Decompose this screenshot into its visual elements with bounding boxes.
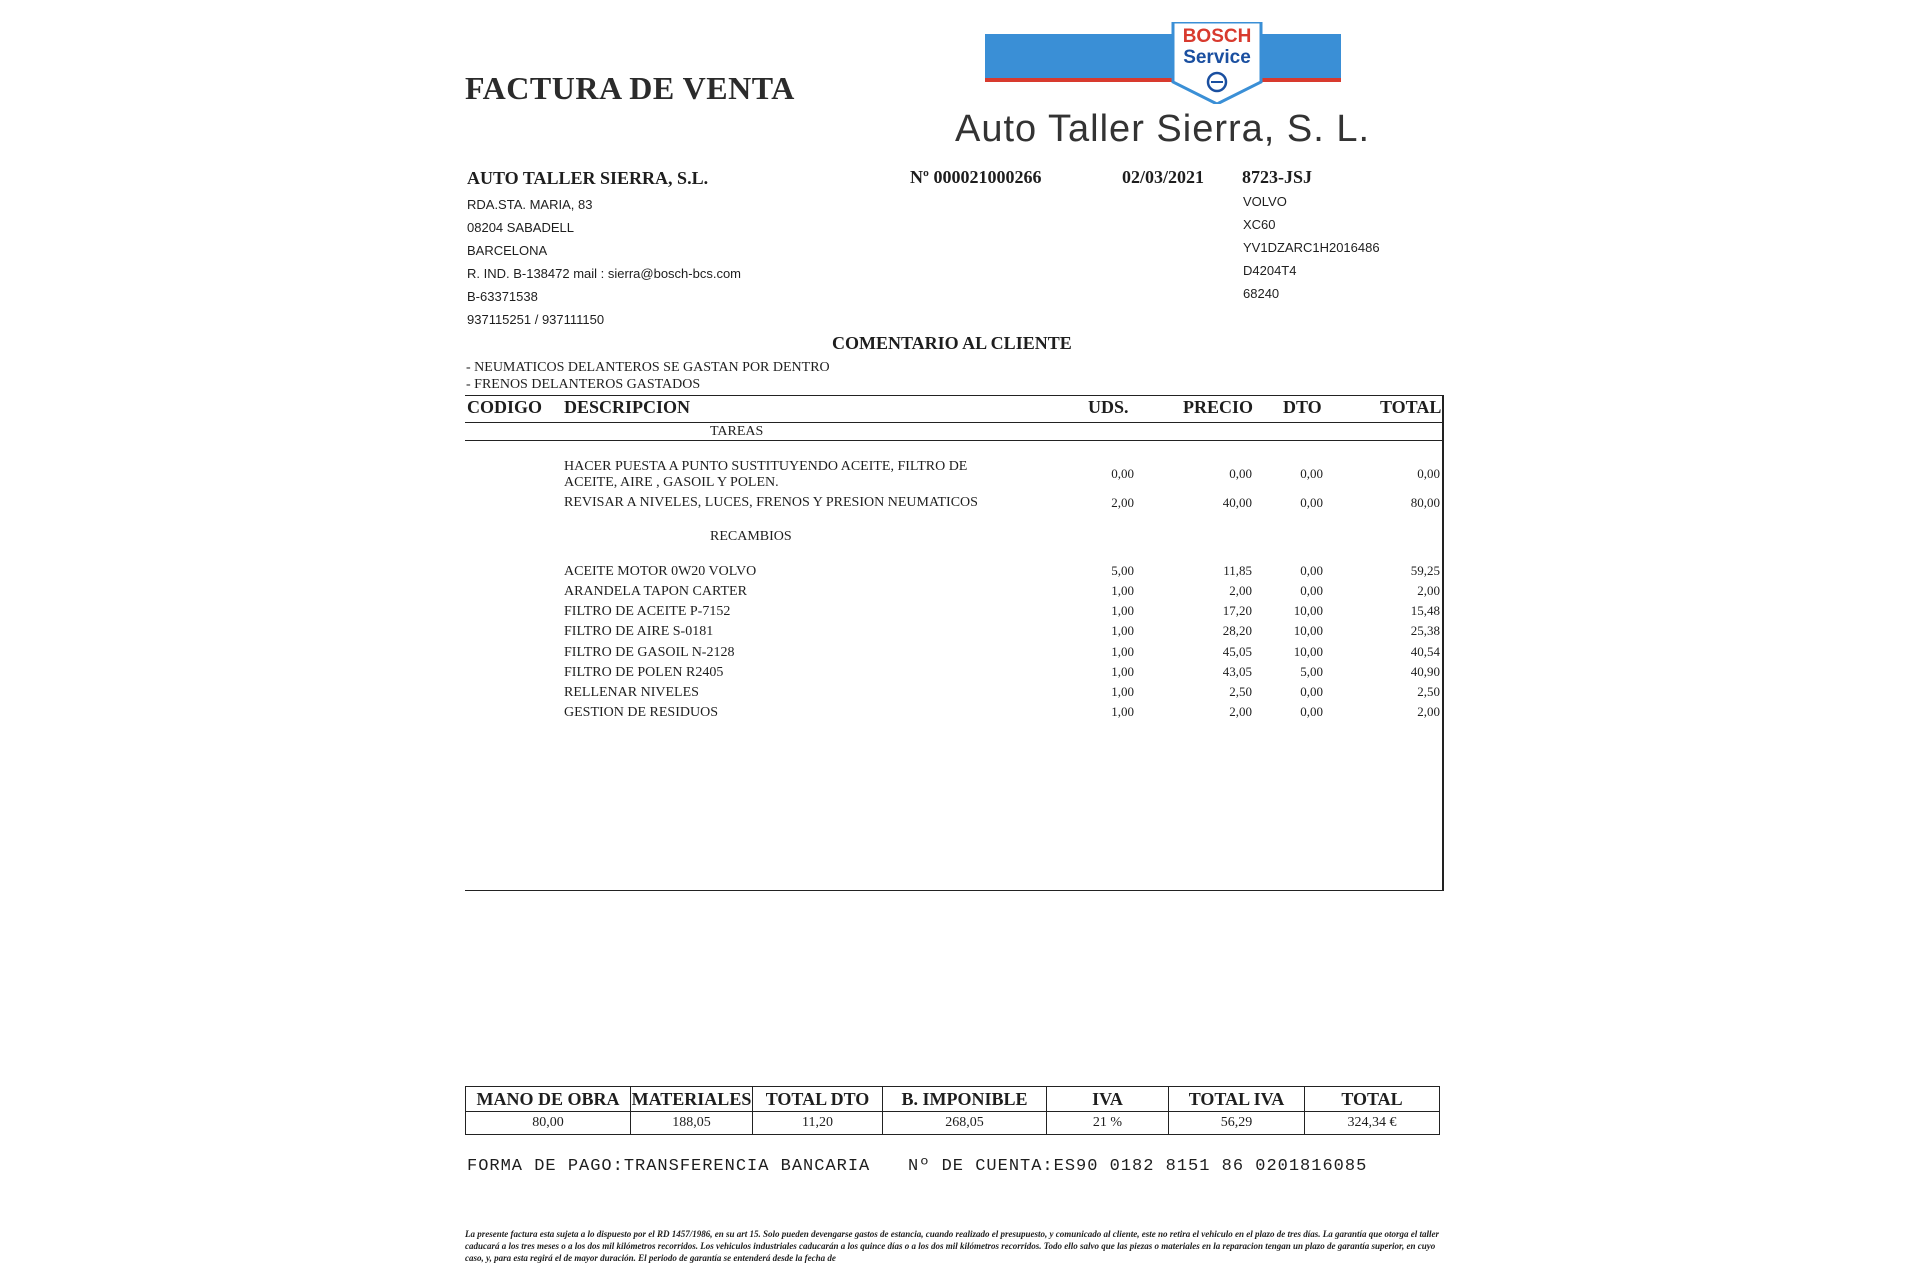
logo-blue-band [985, 34, 1341, 78]
bosch-service-logo [985, 22, 1341, 104]
company-address-line: 08204 SABADELL [467, 220, 574, 235]
table-cell-total: 0,00 [1417, 466, 1440, 481]
totals-header-total: TOTAL [1305, 1087, 1440, 1112]
vehicle-plate: 8723-JSJ [1242, 167, 1313, 187]
totals-value-total: 324,34 € [1305, 1112, 1440, 1135]
table-row-description: HACER PUESTA A PUNTO SUSTITUYENDO ACEITE, FILTRO DE [564, 459, 968, 474]
table-cell-uds: 1,00 [1111, 664, 1134, 679]
table-cell-precio: 17,20 [1222, 603, 1252, 618]
vehicle-vin: YV1DZARC1H2016486 [1243, 240, 1380, 255]
comment-line: - FRENOS DELANTEROS GASTADOS [466, 377, 701, 392]
totals-value-total-iva: 56,29 [1169, 1112, 1305, 1135]
table-header-rule [465, 422, 1443, 423]
logo-bosch-text: BOSCH [1182, 26, 1252, 47]
table-cell-precio: 40,00 [1222, 495, 1252, 510]
table-cell-precio: 2,00 [1229, 583, 1252, 598]
totals-value-iva: 21 % [1047, 1112, 1169, 1135]
table-cell-uds: 1,00 [1111, 704, 1134, 719]
table-row-description: FILTRO DE GASOIL N-2128 [564, 645, 735, 660]
table-cell-uds: 0,00 [1111, 466, 1134, 481]
payment-method: FORMA DE PAGO:TRANSFERENCIA BANCARIA [467, 1157, 871, 1176]
table-cell-dto: 0,00 [1300, 466, 1323, 481]
company-contact-line: R. IND. B-138472 mail : sierra@bosch-bcs.com [467, 266, 742, 281]
table-cell-uds: 1,00 [1111, 603, 1134, 618]
totals-value-mano-de-obra: 80,00 [466, 1112, 631, 1135]
company-tax-id: B-63371538 [467, 289, 538, 304]
vehicle-engine-code: D4204T4 [1243, 263, 1297, 278]
table-cell-dto: 0,00 [1300, 583, 1323, 598]
table-cell-precio: 28,20 [1222, 623, 1252, 638]
table-cell-total: 15,48 [1410, 603, 1440, 618]
totals-header-total-iva: TOTAL IVA [1169, 1087, 1305, 1112]
table-cell-total: 25,38 [1410, 623, 1440, 638]
totals-header-total-dto: TOTAL DTO [753, 1087, 883, 1112]
invoice-number: Nº 000021000266 [910, 167, 1042, 187]
table-row-description: ACEITE MOTOR 0W20 VOLVO [564, 564, 757, 579]
table-cell-uds: 2,00 [1111, 495, 1134, 510]
table-cell-dto: 10,00 [1293, 623, 1323, 638]
workshop-brand-name: Auto Taller Sierra, S. L. [955, 108, 1371, 150]
table-row-description: ACEITE, AIRE , GASOIL Y POLEN. [564, 475, 779, 490]
vehicle-make: VOLVO [1243, 194, 1287, 209]
table-cell-uds: 1,00 [1111, 644, 1134, 659]
table-row-description: FILTRO DE ACEITE P-7152 [564, 604, 731, 619]
company-phones: 937115251 / 937111150 [467, 312, 605, 327]
table-row-description: RELLENAR NIVELES [564, 685, 699, 700]
table-cell-precio: 11,85 [1223, 563, 1252, 578]
table-cell-precio: 2,50 [1229, 684, 1252, 699]
table-cell-dto: 0,00 [1300, 704, 1323, 719]
company-name: AUTO TALLER SIERRA, S.L. [467, 168, 709, 188]
table-cell-precio: 43,05 [1222, 664, 1252, 679]
table-row-description: ARANDELA TAPON CARTER [564, 584, 747, 599]
table-cell-uds: 5,00 [1111, 563, 1134, 578]
table-cell-total: 2,50 [1417, 684, 1440, 699]
totals-value-materiales: 188,05 [631, 1112, 753, 1135]
totals-header-mano-de-obra: MANO DE OBRA [466, 1087, 631, 1112]
table-row-description: REVISAR A NIVELES, LUCES, FRENOS Y PRESION NEUMATICOS [564, 495, 978, 510]
table-row-description: FILTRO DE AIRE S-0181 [564, 624, 714, 639]
company-address-line: BARCELONA [467, 243, 548, 258]
legal-notice: La presente factura esta sujeta a lo dispuesto por el RD 1457/1986, en su art 15. Solo pueden devengarse gastos de estancia, cuando realizado el presupuesto, y comunicado al cliente, este no retira el vehiculo en el plazo de tres días. La garantía que otorga el taller caducará a los tres meses o a los dos mil kilómetros recorridos. Los vehiculos industriales caducarán a los quince días o a los dos mil kilómetros recorridos. Todo ello salvo que las piezas o materiales en la reparacion tengan un plazo de garantía superior, en cuyo caso, y, para esta regirá el de mayor duración. El periodo de garantía se entenderá desde la fecha de [465, 1229, 1439, 1263]
bank-account: Nº DE CUENTA:ES90 0182 8151 86 0201816085 [908, 1157, 1368, 1176]
totals-value-base-imponible: 268,05 [883, 1112, 1047, 1135]
table-cell-uds: 1,00 [1111, 684, 1134, 699]
logo-service-text: Service [1183, 47, 1251, 68]
table-cell-dto: 0,00 [1300, 495, 1323, 510]
col-header-total: TOTAL [1380, 397, 1442, 417]
table-cell-uds: 1,00 [1111, 623, 1134, 638]
table-cell-dto: 5,00 [1300, 664, 1323, 679]
table-cell-total: 2,00 [1417, 704, 1440, 719]
col-header-precio: PRECIO [1183, 397, 1254, 417]
table-cell-dto: 10,00 [1293, 644, 1323, 659]
vehicle-mileage: 68240 [1243, 286, 1280, 301]
table-row-description: GESTION DE RESIDUOS [564, 705, 718, 720]
company-address-line: RDA.STA. MARIA, 83 [467, 197, 593, 212]
document-title: FACTURA DE VENTA [465, 70, 795, 106]
table-cell-total: 2,00 [1417, 583, 1440, 598]
totals-header-iva: IVA [1047, 1087, 1169, 1112]
table-cell-precio: 2,00 [1229, 704, 1252, 719]
col-header-codigo: CODIGO [467, 397, 543, 417]
table-cell-total: 59,25 [1410, 563, 1440, 578]
table-cell-dto: 0,00 [1300, 563, 1323, 578]
table-cell-dto: 0,00 [1300, 684, 1323, 699]
comment-title: COMENTARIO AL CLIENTE [832, 333, 1072, 353]
table-cell-uds: 1,00 [1111, 583, 1134, 598]
table-cell-dto: 10,00 [1293, 603, 1323, 618]
totals-header-materiales: MATERIALES [631, 1087, 753, 1112]
table-section-rule [465, 440, 1443, 441]
section-label-recambios: RECAMBIOS [710, 529, 792, 544]
col-header-uds: UDS. [1088, 397, 1129, 417]
table-cell-total: 80,00 [1410, 495, 1440, 510]
table-cell-total: 40,54 [1410, 644, 1440, 659]
totals-header-base-imponible: B. IMPONIBLE [883, 1087, 1047, 1112]
section-label-tareas: TAREAS [710, 424, 764, 439]
table-row-description: FILTRO DE POLEN R2405 [564, 665, 724, 680]
table-cell-precio: 45,05 [1222, 644, 1252, 659]
vehicle-model: XC60 [1243, 217, 1276, 232]
comment-line: - NEUMATICOS DELANTEROS SE GASTAN POR DENTRO [466, 360, 830, 375]
col-header-descripcion: DESCRIPCION [564, 397, 691, 417]
col-header-dto: DTO [1283, 397, 1322, 417]
table-cell-total: 40,90 [1410, 664, 1440, 679]
table-cell-precio: 0,00 [1229, 466, 1252, 481]
totals-value-total-dto: 11,20 [753, 1112, 883, 1135]
totals-table [465, 1086, 1440, 1135]
logo-red-stripe [985, 78, 1341, 82]
invoice-date: 02/03/2021 [1122, 167, 1205, 187]
